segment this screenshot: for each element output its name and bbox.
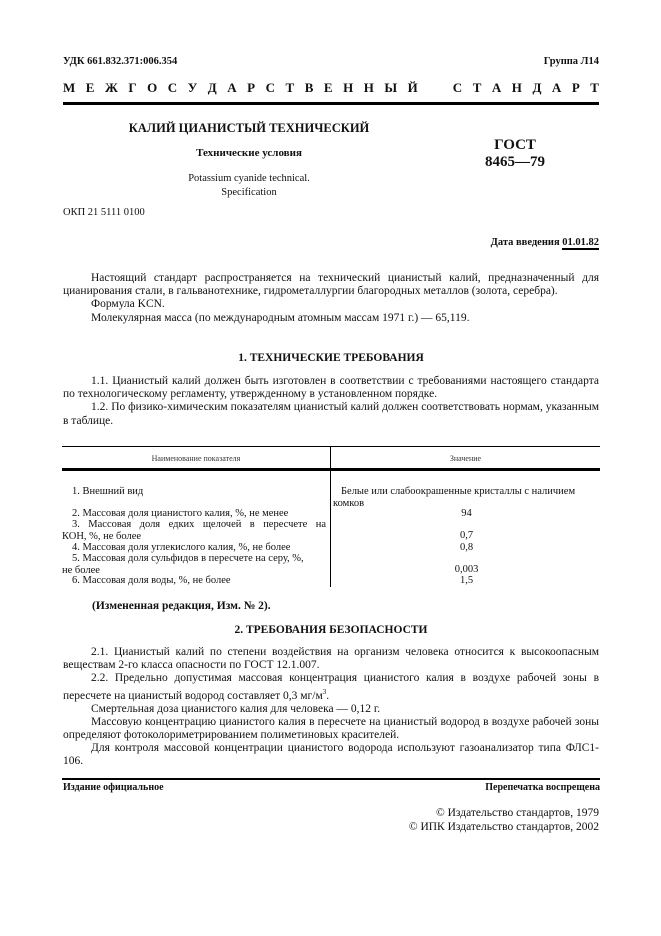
interstate-standard-banner — [63, 80, 599, 96]
english-title-line-1: Potassium cyanide technical. — [188, 173, 310, 184]
clause-2-2 — [63, 672, 599, 702]
banner-letter: А — [491, 80, 502, 95]
cell-text: 6. Массовая доля воды, %, не более — [72, 575, 231, 586]
section-1-body — [63, 375, 599, 428]
official-edition-label: Издание официальное — [63, 782, 164, 793]
banner-letter: М — [63, 80, 76, 95]
cell-text-line-1: 3. Массовая доля едких щелочей в пересчете на — [72, 519, 326, 530]
clause-1-2: 1.2. По физико-химическим показателям цианистый калий должен соответствовать нормам, указанным в таблице. — [63, 401, 599, 427]
banner-letter: О — [147, 80, 158, 95]
banner-letter: У — [187, 80, 198, 95]
superscript: 3 — [322, 687, 327, 696]
document-title: КАЛИЙ ЦИАНИСТЫЙ ТЕХНИЧЕСКИЙ — [128, 121, 370, 135]
section-1-heading: 1. ТЕХНИЧЕСКИЕ ТРЕБОВАНИЯ — [238, 352, 424, 364]
cell-text-line-2: не более — [62, 564, 100, 576]
table-row-4-name — [62, 542, 326, 554]
cell-text-line-1: 5. Массовая доля сульфидов в пересчете на серу, %, — [72, 553, 304, 564]
banner-letter: Ы — [384, 80, 398, 95]
molecular-mass-paragraph: Молекулярная масса (по международным атомным массам 1971 г.) — 65,119. — [91, 311, 470, 324]
copyright-line-1: © Издательство стандартов, 1979 — [435, 807, 599, 819]
section-2-body — [63, 646, 599, 769]
banner-letter: Т — [472, 80, 482, 95]
intro-section — [63, 272, 599, 325]
table-row-6-name — [62, 575, 326, 587]
banner-letter: Й — [407, 80, 418, 95]
table-column-divider — [330, 446, 331, 587]
banner-letter: А — [551, 80, 562, 95]
table-row-5-value: 0,003 — [454, 564, 479, 575]
formula-paragraph: Формула KCN. — [91, 298, 165, 311]
gas-analyzer-paragraph: Для контроля массовой концентрации цианистого водорода используют газоанализатор типа ФЛС1-106. — [63, 742, 599, 768]
header-rule — [63, 102, 599, 105]
lethal-dose-paragraph: Смертельная доза цианистого калия для человека — 0,12 г. — [91, 702, 381, 715]
banner-letter: Н — [511, 80, 522, 95]
table-row-3-value: 0,7 — [459, 530, 474, 541]
okp-code: ОКП 21 5111 0100 — [63, 207, 145, 218]
cell-text: Белые или слабоокрашенные кристаллы с наличием комков — [333, 486, 576, 509]
intro-paragraph: Настоящий стандарт распространяется на технический цианистый калий, предназначенный для цианирования стали, в гальванотехнике, гидрометаллургии благородных металлов (золота, серебра). — [63, 272, 599, 298]
table-header-rule — [62, 468, 600, 471]
date-value: 01.01.82 — [562, 237, 599, 248]
table-header-value: Значение — [449, 454, 482, 463]
banner-letter: Т — [285, 80, 295, 95]
banner-letter: Р — [571, 80, 580, 95]
banner-letter: Д — [207, 80, 217, 95]
banner-letter: В — [304, 80, 314, 95]
clause-2-1: 2.1. Цианистый калий по степени воздействия на организм человека относится к высокоопасным веществам 2-го класса опасности по ГОСТ 12.1.007. — [63, 646, 599, 672]
banner-letter: Е — [323, 80, 333, 95]
cell-text: 2. Массовая доля цианистого калия, %, не менее — [72, 508, 289, 519]
banner-letter: Г — [128, 80, 137, 95]
table-row-2-name — [62, 508, 326, 520]
banner-letter: Е — [85, 80, 95, 95]
clause-2-2-end: . — [326, 689, 330, 702]
banner-letter: С — [452, 80, 463, 95]
gost-number: 8465—79 — [485, 154, 545, 170]
english-title-line-2: Specification — [221, 186, 277, 198]
table-row-5-name — [62, 553, 326, 576]
gost-designation — [440, 137, 590, 171]
banner-word-gap — [428, 80, 442, 96]
cell-text: 4. Массовая доля углекислого калия, %, не более — [72, 542, 291, 553]
banner-letter: Н — [343, 80, 354, 95]
table-row-2-value: 94 — [461, 508, 472, 519]
table-top-border — [62, 446, 600, 447]
reprint-prohibited-label: Перепечатка воспрещена — [485, 782, 600, 793]
banner-letter: С — [265, 80, 275, 95]
section-2-heading: 2. ТРЕБОВАНИЯ БЕЗОПАСНОСТИ — [234, 624, 428, 636]
table-row-1-name — [62, 486, 326, 498]
cell-text-line-2: КОН, %, не более — [62, 530, 142, 542]
introduction-date — [491, 237, 599, 248]
copyright-line-2: © ИПК Издательство стандартов, 2002 — [408, 821, 599, 833]
group-code: Группа Л14 — [543, 56, 599, 67]
banner-letter: С — [167, 80, 178, 95]
table-row-1-value — [333, 486, 600, 509]
table-header-name: Наименование показателя — [151, 454, 241, 463]
banner-letter: А — [227, 80, 237, 95]
banner-letter: Д — [532, 80, 542, 95]
clause-1-1: 1.1. Цианистый калий должен быть изготовлен в соответствии с требованиями настоящего стандарта по технологическому регламенту, утвержденному в установленном порядке. — [63, 375, 599, 401]
banner-letter: Т — [590, 80, 599, 95]
banner-letter: Н — [363, 80, 374, 95]
banner-letter: Ж — [104, 80, 118, 95]
udk-code: УДК 661.832.371:006.354 — [63, 56, 178, 67]
date-label: Дата введения — [490, 237, 560, 248]
banner-letter: Р — [247, 80, 256, 95]
measurement-method-paragraph: Массовую концентрацию цианистого калия в пересчете на цианистый водород в воздухе рабочей зоны определяют фотоколориметрированием полиметиновых красителей. — [63, 715, 599, 742]
amendment-note: (Измененная редакция, Изм. № 2). — [92, 600, 271, 612]
table-row-3-name — [62, 519, 326, 542]
table-row-6-value: 1,5 — [459, 575, 474, 586]
copyright-block — [409, 806, 599, 834]
footer-rule — [62, 778, 600, 780]
cell-text: 1. Внешний вид — [72, 486, 144, 497]
clause-2-2-text: 2.2. Предельно допустимая массовая концентрация цианистого калия в воздухе рабочей зоны в пересчете на цианистый водород составляет 0,3 мг/м — [63, 672, 599, 702]
table-row-4-value: 0,8 — [459, 542, 474, 553]
english-title — [63, 172, 435, 199]
gost-label: ГОСТ — [494, 137, 536, 153]
document-subtitle: Технические условия — [196, 147, 302, 159]
